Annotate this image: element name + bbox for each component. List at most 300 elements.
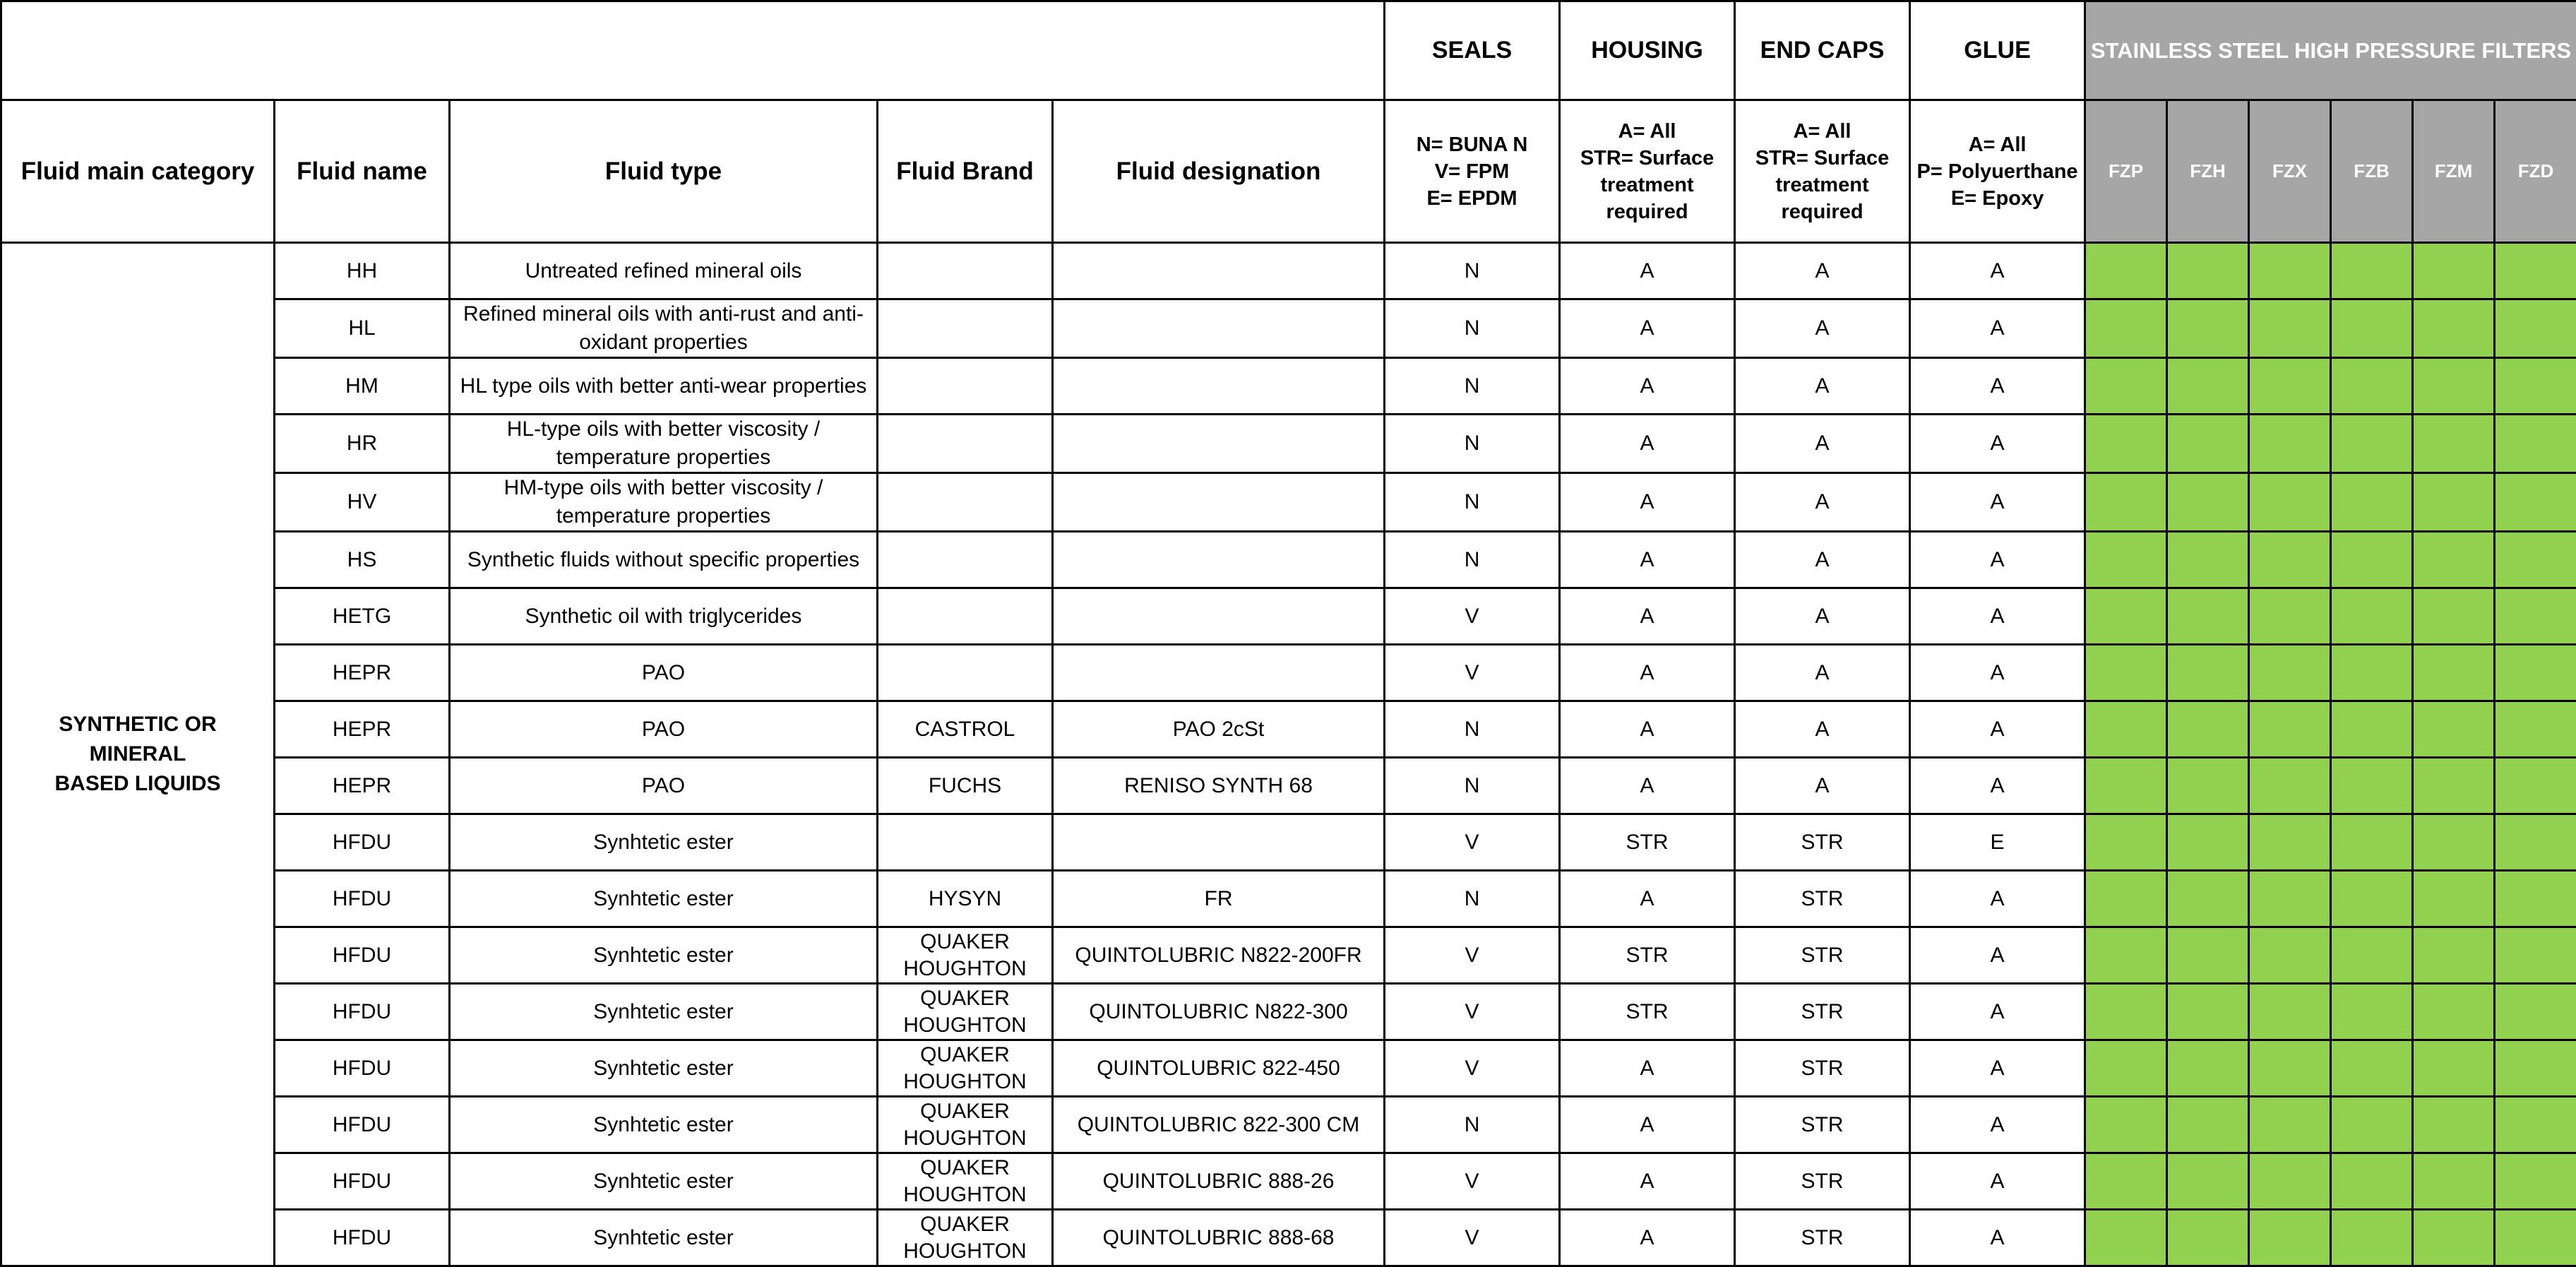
glue-value-cell: A: [1910, 415, 2085, 473]
compatibility-cell-fzb: [2331, 871, 2413, 927]
compatibility-cell-fzp: [2085, 1040, 2167, 1097]
compatibility-cell-fzp: [2085, 927, 2167, 984]
end-caps-value-cell: STR: [1735, 1040, 1910, 1097]
compatibility-cell-fzd: [2495, 645, 2576, 701]
fluid-designation-cell: [1053, 588, 1385, 645]
compatibility-cell-fzd: [2495, 927, 2576, 984]
compatibility-cell-fzm: [2413, 814, 2495, 871]
compatibility-cell-fzb: [2331, 814, 2413, 871]
fluid-brand-cell: QUAKER HOUGHTON: [878, 984, 1053, 1040]
fluid-name-cell: HFDU: [275, 814, 450, 871]
fluid-designation-cell: [1053, 645, 1385, 701]
compatibility-cell-fzh: [2167, 871, 2249, 927]
compatibility-cell-fzb: [2331, 1040, 2413, 1097]
compatibility-cell-fzb: [2331, 758, 2413, 814]
filter-group-header: STAINLESS STEEL HIGH PRESSURE FILTERS: [2085, 1, 2576, 100]
compatibility-cell-fzp: [2085, 814, 2167, 871]
glue-value-cell: A: [1910, 243, 2085, 299]
fluid-brand-cell: FUCHS: [878, 758, 1053, 814]
fluid-name-cell: HEPR: [275, 645, 450, 701]
compatibility-cell-fzd: [2495, 701, 2576, 758]
compatibility-cell-fzx: [2249, 814, 2331, 871]
housing-legend-line: STR= Surface: [1561, 145, 1734, 172]
seals-value-cell: V: [1385, 645, 1560, 701]
table-row: [1, 1097, 2576, 1153]
compatibility-cell-fzh: [2167, 532, 2249, 588]
filter-fzp-header: FZP: [2085, 100, 2167, 243]
end-caps-legend: [1735, 100, 1910, 243]
fluid-type-cell: Synhtetic ester: [450, 1040, 878, 1097]
end-caps-value-cell: STR: [1735, 814, 1910, 871]
fluid-name-cell: HFDU: [275, 1153, 450, 1210]
fluid-designation-cell: QUINTOLUBRIC N822-200FR: [1053, 927, 1385, 984]
fluid-type-cell: Synhtetic ester: [450, 1097, 878, 1153]
compatibility-cell-fzb: [2331, 299, 2413, 358]
table-row: [1, 701, 2576, 758]
compatibility-cell-fzb: [2331, 473, 2413, 532]
housing-value-cell: STR: [1560, 814, 1735, 871]
seals-value-cell: V: [1385, 984, 1560, 1040]
compatibility-cell-fzp: [2085, 1210, 2167, 1266]
seals-value-cell: N: [1385, 243, 1560, 299]
compatibility-cell-fzh: [2167, 814, 2249, 871]
table-row: [1, 1153, 2576, 1210]
fluid-designation-cell: PAO 2cSt: [1053, 701, 1385, 758]
end-caps-value-cell: A: [1735, 588, 1910, 645]
seals-value-cell: N: [1385, 532, 1560, 588]
fluid-brand-cell: QUAKER HOUGHTON: [878, 927, 1053, 984]
compatibility-cell-fzp: [2085, 758, 2167, 814]
table-row: [1, 1040, 2576, 1097]
seals-value-cell: V: [1385, 1040, 1560, 1097]
compatibility-cell-fzm: [2413, 1153, 2495, 1210]
compatibility-cell-fzh: [2167, 415, 2249, 473]
seals-value-cell: N: [1385, 358, 1560, 415]
housing-value-cell: A: [1560, 473, 1735, 532]
glue-value-cell: A: [1910, 299, 2085, 358]
compatibility-cell-fzx: [2249, 1040, 2331, 1097]
fluid-name-cell: HEPR: [275, 701, 450, 758]
compatibility-cell-fzx: [2249, 645, 2331, 701]
glue-value-cell: A: [1910, 1153, 2085, 1210]
seals-value-cell: N: [1385, 701, 1560, 758]
glue-value-cell: A: [1910, 358, 2085, 415]
compatibility-cell-fzh: [2167, 588, 2249, 645]
category-column-header: Fluid main category: [1, 100, 275, 243]
end-caps-value-cell: A: [1735, 645, 1910, 701]
glue-legend-line: A= All: [1911, 131, 2084, 158]
blank-corner: [1, 1, 1385, 100]
compatibility-cell-fzd: [2495, 871, 2576, 927]
end-caps-value-cell: STR: [1735, 1097, 1910, 1153]
compatibility-cell-fzd: [2495, 1097, 2576, 1153]
fluid-name-cell: HEPR: [275, 758, 450, 814]
fluid-designation-cell: QUINTOLUBRIC N822-300: [1053, 984, 1385, 1040]
compatibility-cell-fzh: [2167, 1210, 2249, 1266]
fluid-type-cell: Synhtetic ester: [450, 927, 878, 984]
fluid-name-cell: HFDU: [275, 1040, 450, 1097]
fluid-brand-cell: [878, 532, 1053, 588]
compatibility-cell-fzp: [2085, 415, 2167, 473]
fluid-type-cell: PAO: [450, 645, 878, 701]
fluid-type-cell: Synhtetic ester: [450, 984, 878, 1040]
fluid-type-cell: PAO: [450, 701, 878, 758]
fluid-designation-cell: RENISO SYNTH 68: [1053, 758, 1385, 814]
compatibility-cell-fzm: [2413, 1040, 2495, 1097]
name-column-header: Fluid name: [275, 100, 450, 243]
compatibility-cell-fzx: [2249, 1153, 2331, 1210]
seals-value-cell: V: [1385, 1210, 1560, 1266]
compatibility-cell-fzh: [2167, 1040, 2249, 1097]
fluid-designation-cell: FR: [1053, 871, 1385, 927]
compatibility-cell-fzp: [2085, 1097, 2167, 1153]
compatibility-cell-fzp: [2085, 701, 2167, 758]
fluid-type-cell: Synhtetic ester: [450, 1210, 878, 1266]
table-row: [1, 927, 2576, 984]
compatibility-cell-fzp: [2085, 532, 2167, 588]
fluid-designation-cell: QUINTOLUBRIC 888-26: [1053, 1153, 1385, 1210]
housing-value-cell: A: [1560, 701, 1735, 758]
compatibility-cell-fzm: [2413, 645, 2495, 701]
fluid-type-cell: Refined mineral oils with anti-rust and anti-oxidant properties: [450, 299, 878, 358]
fluid-type-cell: Synthetic oil with triglycerides: [450, 588, 878, 645]
fluid-designation-cell: QUINTOLUBRIC 822-450: [1053, 1040, 1385, 1097]
glue-value-cell: A: [1910, 871, 2085, 927]
compatibility-cell-fzd: [2495, 358, 2576, 415]
fluid-brand-cell: [878, 243, 1053, 299]
fluid-name-cell: HR: [275, 415, 450, 473]
fluid-category-line: SYNTHETIC OR: [2, 710, 273, 739]
glue-value-cell: E: [1910, 814, 2085, 871]
housing-value-cell: A: [1560, 1040, 1735, 1097]
compatibility-cell-fzm: [2413, 871, 2495, 927]
filter-fzd-header: FZD: [2495, 100, 2576, 243]
housing-value-cell: A: [1560, 358, 1735, 415]
seals-value-cell: V: [1385, 588, 1560, 645]
table-row: [1, 1210, 2576, 1266]
compatibility-cell-fzb: [2331, 588, 2413, 645]
compatibility-cell-fzd: [2495, 588, 2576, 645]
end-caps-legend-line: STR= Surface: [1736, 145, 1909, 172]
filter-fzb-header: FZB: [2331, 100, 2413, 243]
seals-value-cell: N: [1385, 415, 1560, 473]
filter-fzx-header: FZX: [2249, 100, 2331, 243]
fluid-name-cell: HS: [275, 532, 450, 588]
glue-legend: [1910, 100, 2085, 243]
fluid-brand-cell: [878, 299, 1053, 358]
compatibility-cell-fzm: [2413, 701, 2495, 758]
compatibility-cell-fzh: [2167, 984, 2249, 1040]
compatibility-cell-fzm: [2413, 927, 2495, 984]
housing-value-cell: A: [1560, 1153, 1735, 1210]
compatibility-cell-fzh: [2167, 645, 2249, 701]
end-caps-value-cell: A: [1735, 415, 1910, 473]
compatibility-cell-fzm: [2413, 415, 2495, 473]
fluid-type-cell: Synhtetic ester: [450, 814, 878, 871]
fluid-brand-cell: [878, 588, 1053, 645]
compatibility-cell-fzm: [2413, 588, 2495, 645]
fluid-type-cell: Synthetic fluids without specific properties: [450, 532, 878, 588]
fluid-designation-cell: [1053, 532, 1385, 588]
compatibility-cell-fzh: [2167, 758, 2249, 814]
housing-value-cell: A: [1560, 415, 1735, 473]
end-caps-value-cell: STR: [1735, 1210, 1910, 1266]
compatibility-cell-fzm: [2413, 984, 2495, 1040]
compatibility-cell-fzx: [2249, 1210, 2331, 1266]
housing-value-cell: STR: [1560, 927, 1735, 984]
seals-legend-line: N= BUNA N: [1385, 131, 1558, 158]
compatibility-cell-fzd: [2495, 984, 2576, 1040]
housing-value-cell: A: [1560, 758, 1735, 814]
seals-value-cell: N: [1385, 758, 1560, 814]
compatibility-cell-fzx: [2249, 473, 2331, 532]
seals-legend-line: E= EPDM: [1385, 185, 1558, 212]
end-caps-value-cell: A: [1735, 701, 1910, 758]
fluid-designation-cell: [1053, 299, 1385, 358]
glue-value-cell: A: [1910, 927, 2085, 984]
seals-value-cell: V: [1385, 927, 1560, 984]
fluid-brand-cell: QUAKER HOUGHTON: [878, 1153, 1053, 1210]
table-row: [1, 645, 2576, 701]
filter-fzm-header: FZM: [2413, 100, 2495, 243]
seals-legend: [1385, 100, 1560, 243]
housing-value-cell: A: [1560, 299, 1735, 358]
compatibility-cell-fzd: [2495, 415, 2576, 473]
fluid-brand-cell: QUAKER HOUGHTON: [878, 1210, 1053, 1266]
glue-value-cell: A: [1910, 1097, 2085, 1153]
compatibility-cell-fzp: [2085, 871, 2167, 927]
compatibility-cell-fzx: [2249, 243, 2331, 299]
housing-value-cell: A: [1560, 243, 1735, 299]
compatibility-cell-fzb: [2331, 415, 2413, 473]
end-caps-value-cell: A: [1735, 358, 1910, 415]
fluid-name-cell: HFDU: [275, 1210, 450, 1266]
fluid-designation-cell: [1053, 473, 1385, 532]
compatibility-cell-fzd: [2495, 243, 2576, 299]
compatibility-cell-fzx: [2249, 358, 2331, 415]
housing-value-cell: A: [1560, 871, 1735, 927]
seals-value-cell: V: [1385, 1153, 1560, 1210]
compatibility-cell-fzh: [2167, 701, 2249, 758]
seals-value-cell: N: [1385, 473, 1560, 532]
compatibility-cell-fzh: [2167, 927, 2249, 984]
housing-legend-line: treatment: [1561, 172, 1734, 198]
fluid-name-cell: HETG: [275, 588, 450, 645]
compatibility-cell-fzd: [2495, 1040, 2576, 1097]
end-caps-value-cell: STR: [1735, 1153, 1910, 1210]
compatibility-cell-fzh: [2167, 473, 2249, 532]
seals-value-cell: N: [1385, 1097, 1560, 1153]
housing-value-cell: A: [1560, 1210, 1735, 1266]
fluid-designation-cell: QUINTOLUBRIC 822-300 CM: [1053, 1097, 1385, 1153]
housing-legend-line: A= All: [1561, 118, 1734, 145]
fluid-category-line: MINERAL: [2, 739, 273, 769]
housing-value-cell: A: [1560, 1097, 1735, 1153]
compatibility-cell-fzd: [2495, 758, 2576, 814]
compatibility-cell-fzx: [2249, 532, 2331, 588]
table-row: [1, 473, 2576, 532]
fluid-type-cell: HM-type oils with better viscosity / temperature properties: [450, 473, 878, 532]
table-row: [1, 358, 2576, 415]
type-column-header: Fluid type: [450, 100, 878, 243]
fluid-name-cell: HFDU: [275, 1097, 450, 1153]
compatibility-cell-fzm: [2413, 243, 2495, 299]
fluid-designation-cell: [1053, 415, 1385, 473]
glue-value-cell: A: [1910, 984, 2085, 1040]
compatibility-cell-fzp: [2085, 588, 2167, 645]
designation-column-header: Fluid designation: [1053, 100, 1385, 243]
compatibility-cell-fzm: [2413, 473, 2495, 532]
compatibility-cell-fzb: [2331, 645, 2413, 701]
fluid-brand-cell: CASTROL: [878, 701, 1053, 758]
table-row: [1, 532, 2576, 588]
housing-value-cell: A: [1560, 532, 1735, 588]
fluid-name-cell: HFDU: [275, 984, 450, 1040]
glue-value-cell: A: [1910, 701, 2085, 758]
fluid-brand-cell: [878, 415, 1053, 473]
glue-legend-line: E= Epoxy: [1911, 185, 2084, 212]
end-caps-value-cell: STR: [1735, 984, 1910, 1040]
housing-legend-line: required: [1561, 198, 1734, 225]
compatibility-cell-fzx: [2249, 1097, 2331, 1153]
compatibility-cell-fzb: [2331, 243, 2413, 299]
compatibility-cell-fzm: [2413, 758, 2495, 814]
seals-value-cell: V: [1385, 814, 1560, 871]
end-caps-value-cell: A: [1735, 243, 1910, 299]
brand-column-header: Fluid Brand: [878, 100, 1053, 243]
compatibility-cell-fzd: [2495, 532, 2576, 588]
end-caps-value-cell: A: [1735, 299, 1910, 358]
fluid-designation-cell: [1053, 358, 1385, 415]
compatibility-cell-fzb: [2331, 358, 2413, 415]
table-row: [1, 871, 2576, 927]
compatibility-cell-fzd: [2495, 299, 2576, 358]
compatibility-cell-fzh: [2167, 243, 2249, 299]
fluid-brand-cell: QUAKER HOUGHTON: [878, 1040, 1053, 1097]
compatibility-cell-fzh: [2167, 358, 2249, 415]
compatibility-cell-fzd: [2495, 814, 2576, 871]
fluid-category-line: BASED LIQUIDS: [2, 769, 273, 799]
fluid-name-cell: HV: [275, 473, 450, 532]
end-caps-header: END CAPS: [1735, 1, 1910, 100]
compatibility-cell-fzh: [2167, 1097, 2249, 1153]
fluid-designation-cell: [1053, 243, 1385, 299]
end-caps-value-cell: A: [1735, 758, 1910, 814]
fluid-name-cell: HL: [275, 299, 450, 358]
fluid-name-cell: HFDU: [275, 871, 450, 927]
compatibility-cell-fzx: [2249, 758, 2331, 814]
end-caps-value-cell: STR: [1735, 927, 1910, 984]
glue-value-cell: A: [1910, 645, 2085, 701]
fluid-brand-cell: [878, 358, 1053, 415]
fluid-category-cell: [1, 243, 275, 1266]
fluid-type-cell: HL-type oils with better viscosity / temperature properties: [450, 415, 878, 473]
compatibility-cell-fzp: [2085, 984, 2167, 1040]
compatibility-cell-fzx: [2249, 299, 2331, 358]
compatibility-cell-fzb: [2331, 1097, 2413, 1153]
glue-value-cell: A: [1910, 473, 2085, 532]
end-caps-legend-line: required: [1736, 198, 1909, 225]
compatibility-cell-fzm: [2413, 532, 2495, 588]
table-row: [1, 299, 2576, 358]
fluid-type-cell: PAO: [450, 758, 878, 814]
fluid-brand-cell: HYSYN: [878, 871, 1053, 927]
table-row: [1, 415, 2576, 473]
table-row: [1, 243, 2576, 299]
seals-value-cell: N: [1385, 871, 1560, 927]
housing-value-cell: A: [1560, 588, 1735, 645]
compatibility-cell-fzx: [2249, 984, 2331, 1040]
glue-legend-line: P= Polyuerthane: [1911, 158, 2084, 185]
compatibility-cell-fzp: [2085, 645, 2167, 701]
fluid-brand-cell: [878, 473, 1053, 532]
glue-header: GLUE: [1910, 1, 2085, 100]
end-caps-value-cell: A: [1735, 473, 1910, 532]
housing-value-cell: STR: [1560, 984, 1735, 1040]
glue-value-cell: A: [1910, 758, 2085, 814]
housing-header: HOUSING: [1560, 1, 1735, 100]
compatibility-cell-fzd: [2495, 473, 2576, 532]
fluid-type-cell: Synhtetic ester: [450, 871, 878, 927]
end-caps-legend-line: treatment: [1736, 172, 1909, 198]
fluid-brand-cell: [878, 814, 1053, 871]
compatibility-cell-fzx: [2249, 415, 2331, 473]
housing-value-cell: A: [1560, 645, 1735, 701]
seals-value-cell: N: [1385, 299, 1560, 358]
fluid-brand-cell: QUAKER HOUGHTON: [878, 1097, 1053, 1153]
fluid-brand-cell: [878, 645, 1053, 701]
glue-value-cell: A: [1910, 1040, 2085, 1097]
end-caps-value-cell: A: [1735, 532, 1910, 588]
table-row: [1, 984, 2576, 1040]
fluid-designation-cell: QUINTOLUBRIC 888-68: [1053, 1210, 1385, 1266]
compatibility-cell-fzm: [2413, 299, 2495, 358]
housing-legend: [1560, 100, 1735, 243]
seals-header: SEALS: [1385, 1, 1560, 100]
compatibility-cell-fzd: [2495, 1210, 2576, 1266]
compatibility-cell-fzx: [2249, 701, 2331, 758]
compatibility-cell-fzm: [2413, 358, 2495, 415]
compatibility-cell-fzp: [2085, 358, 2167, 415]
fluid-name-cell: HFDU: [275, 927, 450, 984]
compatibility-cell-fzp: [2085, 1153, 2167, 1210]
compatibility-cell-fzb: [2331, 1153, 2413, 1210]
fluid-name-cell: HM: [275, 358, 450, 415]
fluid-name-cell: HH: [275, 243, 450, 299]
compatibility-cell-fzh: [2167, 299, 2249, 358]
compatibility-cell-fzp: [2085, 243, 2167, 299]
compatibility-cell-fzb: [2331, 701, 2413, 758]
end-caps-value-cell: STR: [1735, 871, 1910, 927]
table-row: [1, 814, 2576, 871]
fluid-type-cell: Synhtetic ester: [450, 1153, 878, 1210]
glue-value-cell: A: [1910, 532, 2085, 588]
compatibility-cell-fzb: [2331, 1210, 2413, 1266]
seals-legend-line: V= FPM: [1385, 158, 1558, 185]
compatibility-cell-fzb: [2331, 532, 2413, 588]
glue-value-cell: A: [1910, 588, 2085, 645]
table-row: [1, 588, 2576, 645]
glue-value-cell: A: [1910, 1210, 2085, 1266]
fluid-type-cell: Untreated refined mineral oils: [450, 243, 878, 299]
compatibility-cell-fzx: [2249, 588, 2331, 645]
end-caps-legend-line: A= All: [1736, 118, 1909, 145]
compatibility-cell-fzm: [2413, 1210, 2495, 1266]
compatibility-cell-fzm: [2413, 1097, 2495, 1153]
compatibility-cell-fzp: [2085, 299, 2167, 358]
compatibility-cell-fzb: [2331, 927, 2413, 984]
compatibility-cell-fzx: [2249, 871, 2331, 927]
